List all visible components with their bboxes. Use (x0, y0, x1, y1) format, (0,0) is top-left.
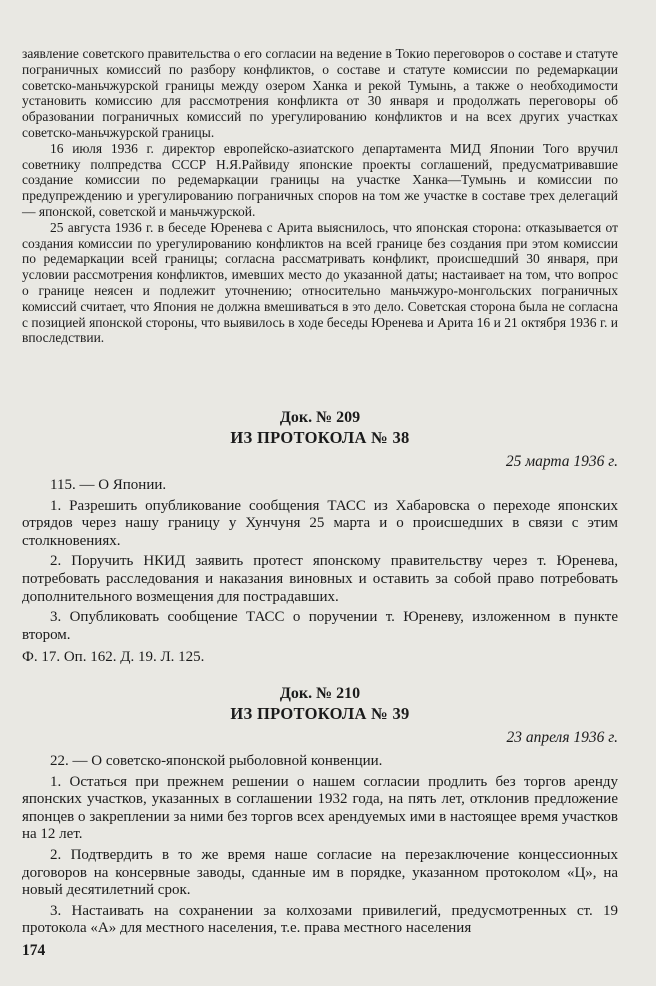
doc-title: ИЗ ПРОТОКОЛА № 39 (230, 704, 410, 723)
doc-number-label: Док. № 209 (279, 409, 361, 426)
doc-number-label: Док. № 210 (279, 685, 361, 702)
archive-source: Ф. 17. Оп. 162. Д. 19. Л. 125. (22, 649, 205, 666)
doc-paragraph: 22. — О советско-японской рыболовной конвенции. (50, 753, 383, 769)
intro-section (22, 46, 618, 346)
doc-paragraph: 1. Остаться при прежнем решении о нашем согласии продлить без торгов аренду японских участков, указанных в соглашении 1932 года, на пять лет, отклонив предложение японцев о закреплении за ними без торгов всех арендуемых ими в настоящее время участков на 12 лет. (22, 773, 618, 843)
intro-paragraph: заявление советского правительства о его согласии на ведение в Токио переговоров о составе и статуте пограничных комиссий по разбору конфликтов, о составе и статуте комиссии по редемаркации советско-маньчжурской границы между озером Ханка и рекой Тумынь, а также о необходимости установить комиссию для рассмотрения конфликта от 30 января и продолжать переговоры об образовании пограничных комиссий по урегулированию конфликтов и на всех других участках советско-маньчжурской границы. (22, 46, 618, 140)
intro-paragraph: 25 августа 1936 г. в беседе Юренева с Арита выяснилось, что японская сторона: отказывается от создания комиссии по урегулированию конфликтов на всей границе без создания при этом комиссии по редемаркации всей границы; согласна рассматривать конфликт, происшедший 30 января, при условии рассмотрения конфликтов, имевших место до указанной даты; настаивает на том, что вопрос о границе неясен и подлежит уточнению; относительно маньчжуро-монгольских пограничных комиссий считает, что Япония не должна вмешиваться в это дело. Советская сторона была не согласна с позицией японской стороны, что выявилось в ходе беседы Юренева и Арита 16 и 21 октября 1936 г. и впоследствии. (22, 219, 618, 346)
doc-title: ИЗ ПРОТОКОЛА № 38 (230, 428, 410, 447)
doc-date: 23 апреля 1936 г. (506, 729, 618, 746)
intro-paragraph: 16 июля 1936 г. директор европейско-азиатского департамента МИД Японии Того вручил советнику полпредства СССР Н.Я.Райвиду японские проекты соглашений, предусматривавшие создание комиссии по редемаркации границы на участке Ханка—Тумынь и комиссии по предупреждению и урегулированию пограничных споров на том же участке в составе трех делегаций — японской, советской и маньчжурской. (22, 140, 618, 219)
doc-210 (22, 684, 618, 938)
doc-body (22, 477, 618, 667)
doc-paragraph: 2. Поручить НКИД заявить протест японскому правительству через т. Юренева, потребовать расследования и наказания виновных и оставить за собой право потребовать дополнительного возмещения для пострадавших. (22, 553, 618, 605)
doc-date: 25 марта 1936 г. (505, 453, 618, 470)
doc-paragraph: 2. Подтвердить в то же время наше согласие на перезаключение концессионных договоров на консервные заводы, сданные им в порядке, указанном протоколом «Ц», на новый десятилетний срок. (22, 846, 618, 899)
doc-paragraph: 3. Опубликовать сообщение ТАСС о поручении т. Юреневу, изложенном в пункте втором. (22, 609, 618, 643)
page-number: 174 (22, 942, 46, 959)
doc-body (22, 753, 618, 938)
doc-paragraph: 3. Настаивать на сохранении за колхозами привилегий, предусмотренных ст. 19 протокола «А» для местного населения, т.е. права местного населения (22, 902, 618, 937)
doc-paragraph: 115. — О Японии. (50, 477, 167, 493)
doc-paragraph: 1. Разрешить опубликование сообщения ТАСС из Хабаровска о переходе японских отрядов через нашу границу у Хунчуня 25 марта и о происшедших в связи с этим столкновениях. (22, 497, 618, 549)
doc-209 (22, 408, 618, 667)
